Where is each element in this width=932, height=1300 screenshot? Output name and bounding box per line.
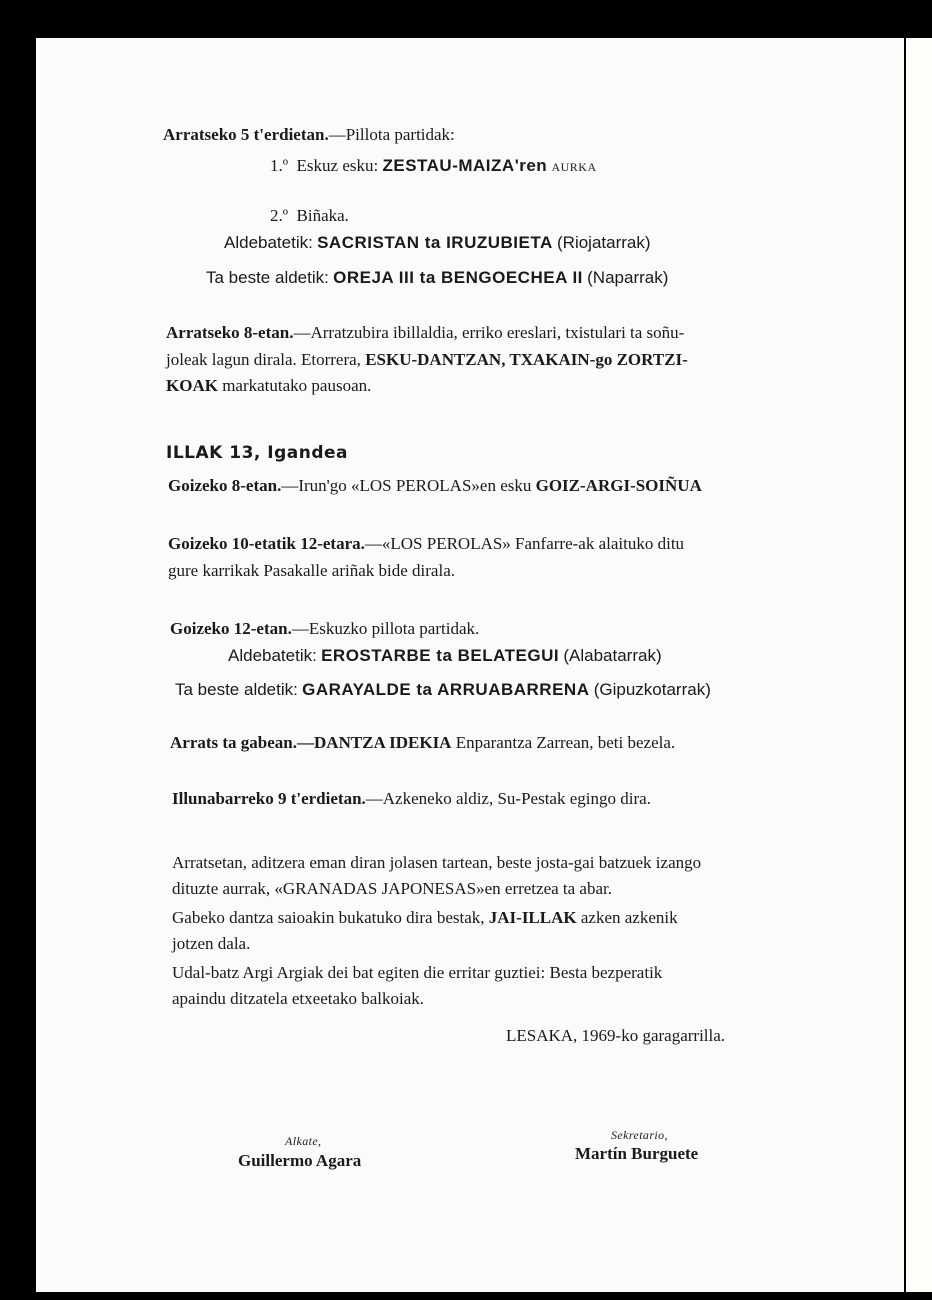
time-label: Illunabarreko 9 t'erdietan. xyxy=(172,789,366,808)
time-label: Goizeko 12-etan. xyxy=(170,619,292,638)
player-names: EROSTARBE ta BELATEGUI xyxy=(321,646,560,665)
side-label: Aldebatetik: xyxy=(228,646,317,665)
text-line: dituzte aurrak, «GRANADAS JAPONESAS»en erretzea ta abar. xyxy=(172,879,612,898)
line-text: —Eskuzko pillota partidak. xyxy=(291,619,480,638)
line-end: AURKA xyxy=(551,160,597,174)
line-text: —Pillota partidak: xyxy=(328,125,455,144)
line-text: —«LOS PEROLAS» Fanfarre-ak alaituko ditu xyxy=(364,534,685,553)
text-line xyxy=(170,732,675,754)
team-line xyxy=(175,679,711,701)
highlight-text: ESKU-DANTZAN, TXAKAIN-go ZORTZI- xyxy=(365,350,688,369)
time-label: Arratseko 8-etan. xyxy=(166,323,294,342)
line-text: Eskuz esku: xyxy=(296,156,379,175)
team-origin: (Riojatarrak) xyxy=(557,233,651,252)
side-label: Aldebatetik: xyxy=(224,233,313,252)
time-label: Goizeko 8-etan. xyxy=(168,476,282,495)
highlight-text: JAI-ILLAK xyxy=(488,908,577,927)
player-names: GARAYALDE ta ARRUABARRENA xyxy=(302,680,590,699)
signature-name-left: Guillermo Agara xyxy=(238,1151,362,1170)
side-label: Ta beste aldetik: xyxy=(175,680,298,699)
text-line: Arratsetan, aditzera eman diran jolasen tartean, beste josta-gai batzuek izango xyxy=(172,853,702,872)
text-line xyxy=(170,618,479,640)
team-origin: (Naparrak) xyxy=(587,268,669,287)
line-text: markatutako pausoan. xyxy=(222,376,372,395)
text-line xyxy=(168,533,684,555)
item-number: 1.º xyxy=(270,156,289,175)
team-line xyxy=(224,232,651,254)
signature-role-right: Sekretario, xyxy=(611,1128,668,1142)
signature-name-right: Martín Burguete xyxy=(575,1144,699,1163)
next-page-edge xyxy=(906,38,932,1292)
text-line xyxy=(168,475,702,497)
player-names: ZESTAU-MAIZA'ren xyxy=(382,156,548,175)
text-line xyxy=(166,375,371,397)
text-line xyxy=(166,322,684,344)
team-origin: (Gipuzkotarrak) xyxy=(593,680,711,699)
highlight-text: GOIZ-ARGI-SOIÑUA xyxy=(535,476,702,495)
time-label: Arratseko 5 t'erdietan. xyxy=(163,125,329,144)
line-text: Gabeko dantza saioakin bukatuko dira bestak, xyxy=(172,908,485,927)
text-line xyxy=(172,788,651,810)
item-number: 2.º xyxy=(270,206,289,225)
line-text: —Azkeneko aldiz, Su-Pestak egingo dira. xyxy=(365,789,651,808)
team-line xyxy=(228,645,662,667)
match-line-1 xyxy=(270,155,597,178)
line-text: —Arratzubira ibillaldia, erriko ereslari, txistulari ta soñu- xyxy=(293,323,685,342)
day-heading: ILLAK 13, Igandea xyxy=(166,443,349,463)
highlight-text: KOAK xyxy=(166,376,218,395)
player-names: OREJA III ta BENGOECHEA II xyxy=(333,268,583,287)
player-names: SACRISTAN ta IRUZUBIETA xyxy=(317,233,553,252)
text-line: Udal-batz Argi Argiak dei bat egiten die erritar guztiei: Besta bezperatik xyxy=(172,963,663,982)
text-line xyxy=(172,907,678,929)
side-label: Ta beste aldetik: xyxy=(206,268,329,287)
line-text: azken azkenik xyxy=(580,908,678,927)
team-origin: (Alabatarrak) xyxy=(563,646,662,665)
match-line-2 xyxy=(270,205,349,227)
team-line xyxy=(206,267,668,289)
signature-role-left: Alkate, xyxy=(285,1134,322,1148)
text-line xyxy=(166,349,688,371)
line-text: joleak lagun dirala. Etorrera, xyxy=(166,350,361,369)
time-label: Arrats ta gabean. xyxy=(170,733,298,752)
text-line xyxy=(163,124,455,146)
line-text: —Irun'go «LOS PEROLAS»en esku xyxy=(281,476,532,495)
text-line: apaindu ditzatela etxeetako balkoiak. xyxy=(172,989,425,1008)
line-text: Enparantza Zarrean, beti bezela. xyxy=(455,733,676,752)
text-line: jotzen dala. xyxy=(172,934,251,953)
text-line: gure karrikak Pasakalle ariñak bide dirala. xyxy=(168,561,455,580)
time-label: Goizeko 10-etatik 12-etara. xyxy=(168,534,365,553)
highlight-text: —DANTZA IDEKIA xyxy=(297,733,452,752)
line-text: Biñaka. xyxy=(296,206,349,225)
place-date: LESAKA, 1969-ko garagarrilla. xyxy=(506,1026,726,1045)
